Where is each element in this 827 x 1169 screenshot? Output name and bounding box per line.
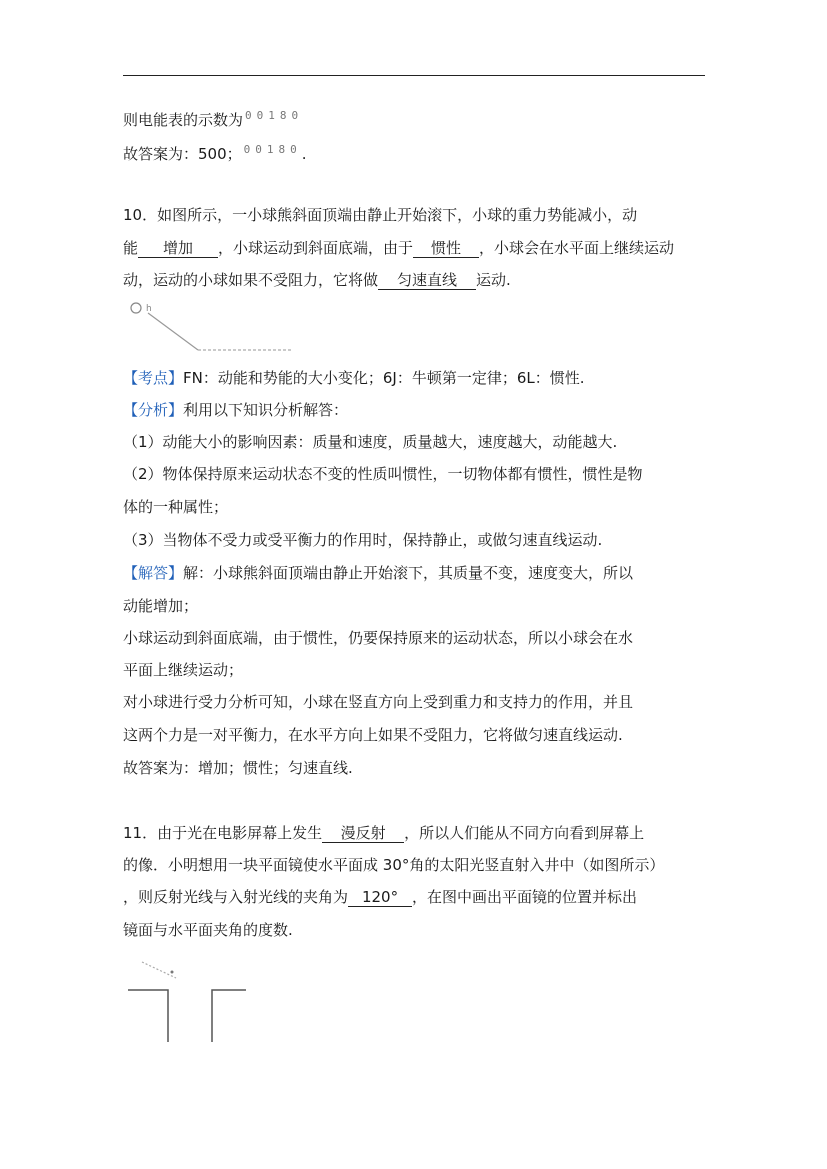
q10-line3-b: 运动.: [476, 271, 511, 289]
q10-line-3: [123, 270, 511, 290]
q10-line2-b: ，小球运动到斜面底端，由于: [218, 239, 414, 257]
q11-blank-2: 120°: [348, 888, 412, 907]
fenxi-tag: 【分析】: [123, 401, 184, 419]
point-2a: （2）物体保持原来运动状态不变的性质叫惯性，一切物体都有惯性，惯性是物: [123, 465, 643, 483]
point-1: （1）动能大小的影响因素：质量和速度，质量越大，速度越大，动能越大.: [123, 433, 618, 451]
q10-blank-3: 匀速直线: [378, 271, 476, 290]
sunlight-ray: [142, 962, 176, 978]
q11-line1-a: 11．由于光在电影屏幕上发生: [123, 824, 323, 842]
q11-line3-b: ，在图中画出平面镜的位置并标出: [412, 888, 638, 906]
header-rule: [123, 75, 705, 76]
jieda-line-5: 对小球进行受力分析可知，小球在竖直方向上受到重力和支持力的作用，并且: [123, 693, 634, 711]
well-left-wall: [128, 990, 168, 1042]
well-right-wall: [212, 990, 246, 1042]
jieda-text-1: 解：小球熊斜面顶端由静止开始滚下，其质量不变，速度变大，所以: [183, 564, 634, 582]
q10-line2-c: ，小球会在水平面上继续运动: [479, 239, 675, 257]
point-3: （3）当物体不受力或受平衡力的作用时，保持静止，或做匀速直线运动.: [123, 531, 603, 549]
q10-blank-1: 增加: [138, 239, 218, 258]
kaodian-text: FN：动能和势能的大小变化；6J：牛顿第一定律；6L：惯性.: [183, 369, 585, 387]
jieda-tag: 【解答】: [123, 564, 184, 582]
q11-line1-b: ，所以人们能从不同方向看到屏幕上: [404, 824, 645, 842]
jieda-line-2: 动能增加；: [123, 597, 199, 615]
jieda-line-4: 平面上继续运动；: [123, 661, 244, 679]
q10-line2-a: 能: [123, 239, 139, 257]
q11-line-4: 镜面与水平面夹角的度数.: [123, 921, 293, 939]
jieda-line-3: 小球运动到斜面底端，由于惯性，仍要保持原来的运动状态，所以小球会在水: [123, 629, 634, 647]
meter-line-label: 则电能表的示数为: [123, 111, 244, 129]
q11-line-2: 的像．小明想用一块平面镜使水平面成 30°角的太阳光竖直射入井中（如图所示）: [123, 856, 665, 874]
meter-reading-answer: 00180: [243, 143, 302, 156]
q10-line-1: 10．如图所示，一小球熊斜面顶端由静止开始滚下，小球的重力势能减小，动: [123, 206, 638, 224]
well-figure: [124, 958, 254, 1048]
height-label: h: [146, 304, 152, 314]
jieda-line-1: [123, 563, 633, 583]
q10-line-2: [123, 238, 674, 258]
slope-figure: [126, 295, 296, 360]
q11-line-1: [123, 823, 644, 843]
q11-line3-a: ，则反射光线与入射光线的夹角为: [123, 888, 349, 906]
ball-icon: [131, 303, 141, 313]
meter-reading: 00180: [245, 109, 304, 122]
q11-blank-1: 漫反射: [322, 824, 404, 843]
fenxi-text: 利用以下知识分析解答：: [183, 401, 349, 419]
prev-answer-end: .: [301, 145, 307, 163]
q10-line3-a: 动，运动的小球如果不受阻力，它将做: [123, 271, 379, 289]
point-2b: 体的一种属性；: [123, 498, 229, 516]
prev-answer-line: [123, 140, 307, 164]
jieda-line-6: 这两个力是一对平衡力，在水平方向上如果不受阻力，它将做匀速直线运动.: [123, 726, 623, 744]
slope-line: [148, 313, 198, 350]
q10-answer: 故答案为：增加；惯性；匀速直线.: [123, 759, 353, 777]
meter-reading-line: [123, 106, 303, 130]
q10-blank-2: 惯性: [413, 239, 479, 258]
kaodian-line: [123, 368, 585, 388]
prev-answer-prefix: 故答案为：500；: [123, 145, 242, 163]
fenxi-line: [123, 400, 348, 420]
q11-line-3: [123, 887, 637, 907]
sun-dot: [171, 971, 174, 974]
kaodian-tag: 【考点】: [123, 369, 184, 387]
